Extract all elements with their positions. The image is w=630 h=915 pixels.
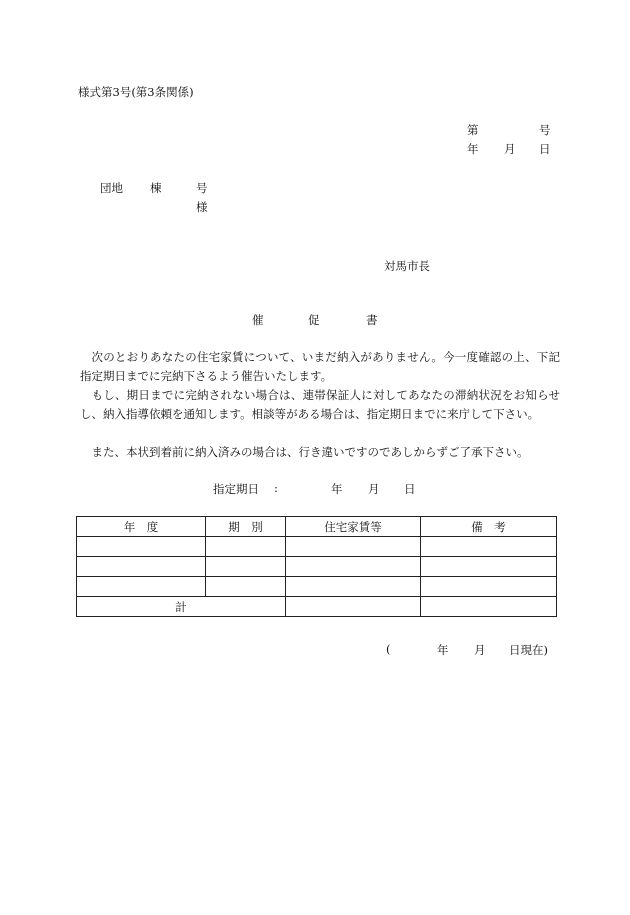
body-paragraph-3: また、本状到着前に納入済みの場合は、行き違いですのであしからずご了承下さい。: [91, 445, 529, 459]
as-of-open-paren: (: [386, 642, 391, 656]
table-cell[interactable]: [206, 577, 286, 597]
form-number: 様式第3号(第3条関係): [78, 85, 194, 99]
due-date-year: 年: [331, 482, 343, 496]
address-honorific: 様: [196, 200, 208, 214]
doc-number-prefix: 第: [467, 123, 479, 137]
table-header-row: [77, 517, 557, 537]
header-remarks: 備 考: [421, 517, 557, 537]
address-unit: 号: [196, 181, 208, 195]
table-cell[interactable]: [206, 557, 286, 577]
due-date-month: 月: [368, 482, 380, 496]
address-danchi: 団地: [100, 181, 123, 195]
total-rent-cell[interactable]: [286, 597, 421, 617]
header-date-day: 日: [539, 142, 551, 156]
body-paragraph-2: もし、期日までに完納されない場合は、連帯保証人に対してあなたの滞納状況をお知らせし、納入指導依頼を通知します。相談等がある場合は、指定期日までに来庁して下さい。: [80, 388, 560, 421]
table-row: [77, 577, 557, 597]
title-char-1: 催: [252, 313, 264, 327]
table-cell[interactable]: [77, 557, 206, 577]
header-date-year: 年: [467, 142, 479, 156]
title-char-2: 促: [308, 313, 320, 327]
table-row: [77, 557, 557, 577]
header-date-month: 月: [504, 142, 516, 156]
table-cell[interactable]: [286, 577, 421, 597]
table-cell[interactable]: [77, 537, 206, 557]
as-of-year: 年: [437, 643, 449, 657]
table-cell[interactable]: [286, 557, 421, 577]
body-paragraph-1: 次のとおりあなたの住宅家賃について、いまだ納入がありません。今一度確認の上、下記指定期日までに完納下さるよう催告いたします。: [80, 350, 560, 383]
table-cell[interactable]: [206, 537, 286, 557]
table-cell[interactable]: [421, 557, 557, 577]
table-cell[interactable]: [421, 537, 557, 557]
table-cell[interactable]: [421, 577, 557, 597]
due-date-label: 指定期日: [213, 482, 259, 496]
title-char-3: 書: [366, 313, 378, 327]
header-fiscal-year: 年 度: [77, 517, 206, 537]
total-remarks-cell[interactable]: [421, 597, 557, 617]
doc-number-suffix: 号: [539, 123, 551, 137]
header-period: 期 別: [206, 517, 286, 537]
due-date-colon: :: [274, 481, 278, 495]
as-of-month: 月: [474, 643, 486, 657]
table-row: [77, 537, 557, 557]
as-of-day: 日現在): [509, 643, 548, 657]
table-total-row: [77, 597, 557, 617]
total-label: 計: [77, 597, 286, 617]
address-building: 棟: [150, 181, 162, 195]
issuer: 対馬市長: [384, 259, 430, 273]
table-cell[interactable]: [286, 537, 421, 557]
header-rent: 住宅家賃等: [286, 517, 421, 537]
arrears-table: [76, 516, 557, 617]
table-cell[interactable]: [77, 577, 206, 597]
due-date-day: 日: [404, 482, 416, 496]
